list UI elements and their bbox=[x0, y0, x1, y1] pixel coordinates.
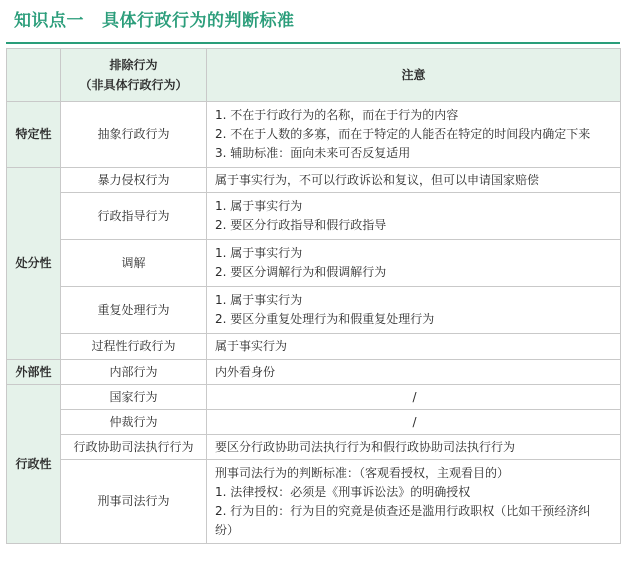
header-excluded-acts-line1: 排除行为 bbox=[109, 58, 158, 72]
note-cell bbox=[207, 168, 621, 193]
item-judicial-assistance: 行政协助司法执行行为 bbox=[61, 435, 207, 460]
table-row bbox=[7, 287, 621, 334]
header-category-cell bbox=[7, 49, 61, 102]
item-arbitration: 仲裁行为 bbox=[61, 410, 207, 435]
title-divider bbox=[6, 42, 620, 44]
note-line: 刑事司法行为的判断标准：（客观看授权，主观看目的） bbox=[215, 465, 510, 480]
header-notes: 注意 bbox=[207, 49, 621, 102]
item-procedural-act: 过程性行政行为 bbox=[61, 334, 207, 360]
table-row bbox=[7, 385, 621, 410]
item-state-act: 国家行为 bbox=[61, 385, 207, 410]
item-mediation: 调解 bbox=[61, 240, 207, 287]
note-line: 2. 不在于人数的多寡，而在于特定的人能否在特定的时间段内确定下来 bbox=[215, 127, 591, 141]
note-cell: / bbox=[207, 410, 621, 435]
table-row bbox=[7, 193, 621, 240]
item-admin-guidance: 行政指导行为 bbox=[61, 193, 207, 240]
note-cell bbox=[207, 460, 621, 544]
item-violent-infringement: 暴力侵权行为 bbox=[61, 168, 207, 193]
category-administrative: 行政性 bbox=[7, 385, 61, 544]
item-criminal-judicial: 刑事司法行为 bbox=[61, 460, 207, 544]
title-topic: 具体行政行为的判断标准 bbox=[102, 11, 295, 31]
note-line: 1. 法律授权：必须是《刑事诉讼法》的明确授权 bbox=[215, 484, 471, 499]
item-abstract-act: 抽象行政行为 bbox=[61, 102, 207, 168]
table-row bbox=[7, 360, 621, 385]
note-line: 1. 属于事实行为 bbox=[215, 293, 303, 307]
note-cell: 要区分行政协助司法执行行为和假行政协助司法执行行为 bbox=[207, 435, 621, 460]
note-cell bbox=[207, 193, 621, 240]
note-line: 属于事实行为 bbox=[215, 339, 288, 353]
note-line: 2. 要区分行政指导和假行政指导 bbox=[215, 218, 387, 232]
note-line: 纷） bbox=[215, 522, 240, 537]
judgment-standards-table bbox=[6, 48, 621, 544]
table-header-row bbox=[7, 49, 621, 102]
note-line: 2. 行为目的：行为目的究竟是侦查还是滥用行政职权（比如干预经济纠 bbox=[215, 503, 591, 518]
note-cell bbox=[207, 102, 621, 168]
table-row bbox=[7, 240, 621, 287]
note-line: 1. 属于事实行为 bbox=[215, 246, 303, 260]
title-section-number: 知识点一 bbox=[14, 11, 84, 31]
note-line: 3. 辅助标准：面向未来可否反复适用 bbox=[215, 146, 411, 160]
table-row bbox=[7, 410, 621, 435]
table-row bbox=[7, 435, 621, 460]
note-cell bbox=[207, 287, 621, 334]
category-disposal: 处分性 bbox=[7, 168, 61, 360]
note-cell: / bbox=[207, 385, 621, 410]
page-title bbox=[14, 6, 295, 31]
table-row bbox=[7, 102, 621, 168]
note-line: 属于事实行为，不可以行政诉讼和复议，但可以申请国家赔偿 bbox=[215, 172, 540, 187]
note-line: 1. 属于事实行为 bbox=[215, 199, 303, 213]
table-row bbox=[7, 168, 621, 193]
header-excluded-acts bbox=[61, 49, 207, 102]
note-cell: 内外看身份 bbox=[207, 360, 621, 385]
category-specificity: 特定性 bbox=[7, 102, 61, 168]
note-line: 2. 要区分调解行为和假调解行为 bbox=[215, 265, 387, 279]
table-row bbox=[7, 460, 621, 544]
note-line: 2. 要区分重复处理行为和假重复处理行为 bbox=[215, 312, 435, 326]
table-row bbox=[7, 334, 621, 360]
category-externality: 外部性 bbox=[7, 360, 61, 385]
note-cell bbox=[207, 240, 621, 287]
item-internal-act: 内部行为 bbox=[61, 360, 207, 385]
item-repeat-handling: 重复处理行为 bbox=[61, 287, 207, 334]
note-cell bbox=[207, 334, 621, 360]
header-excluded-acts-line2: （非具体行政行为） bbox=[79, 78, 188, 92]
note-line: 1. 不在于行政行为的名称，而在于行为的内容 bbox=[215, 108, 459, 122]
